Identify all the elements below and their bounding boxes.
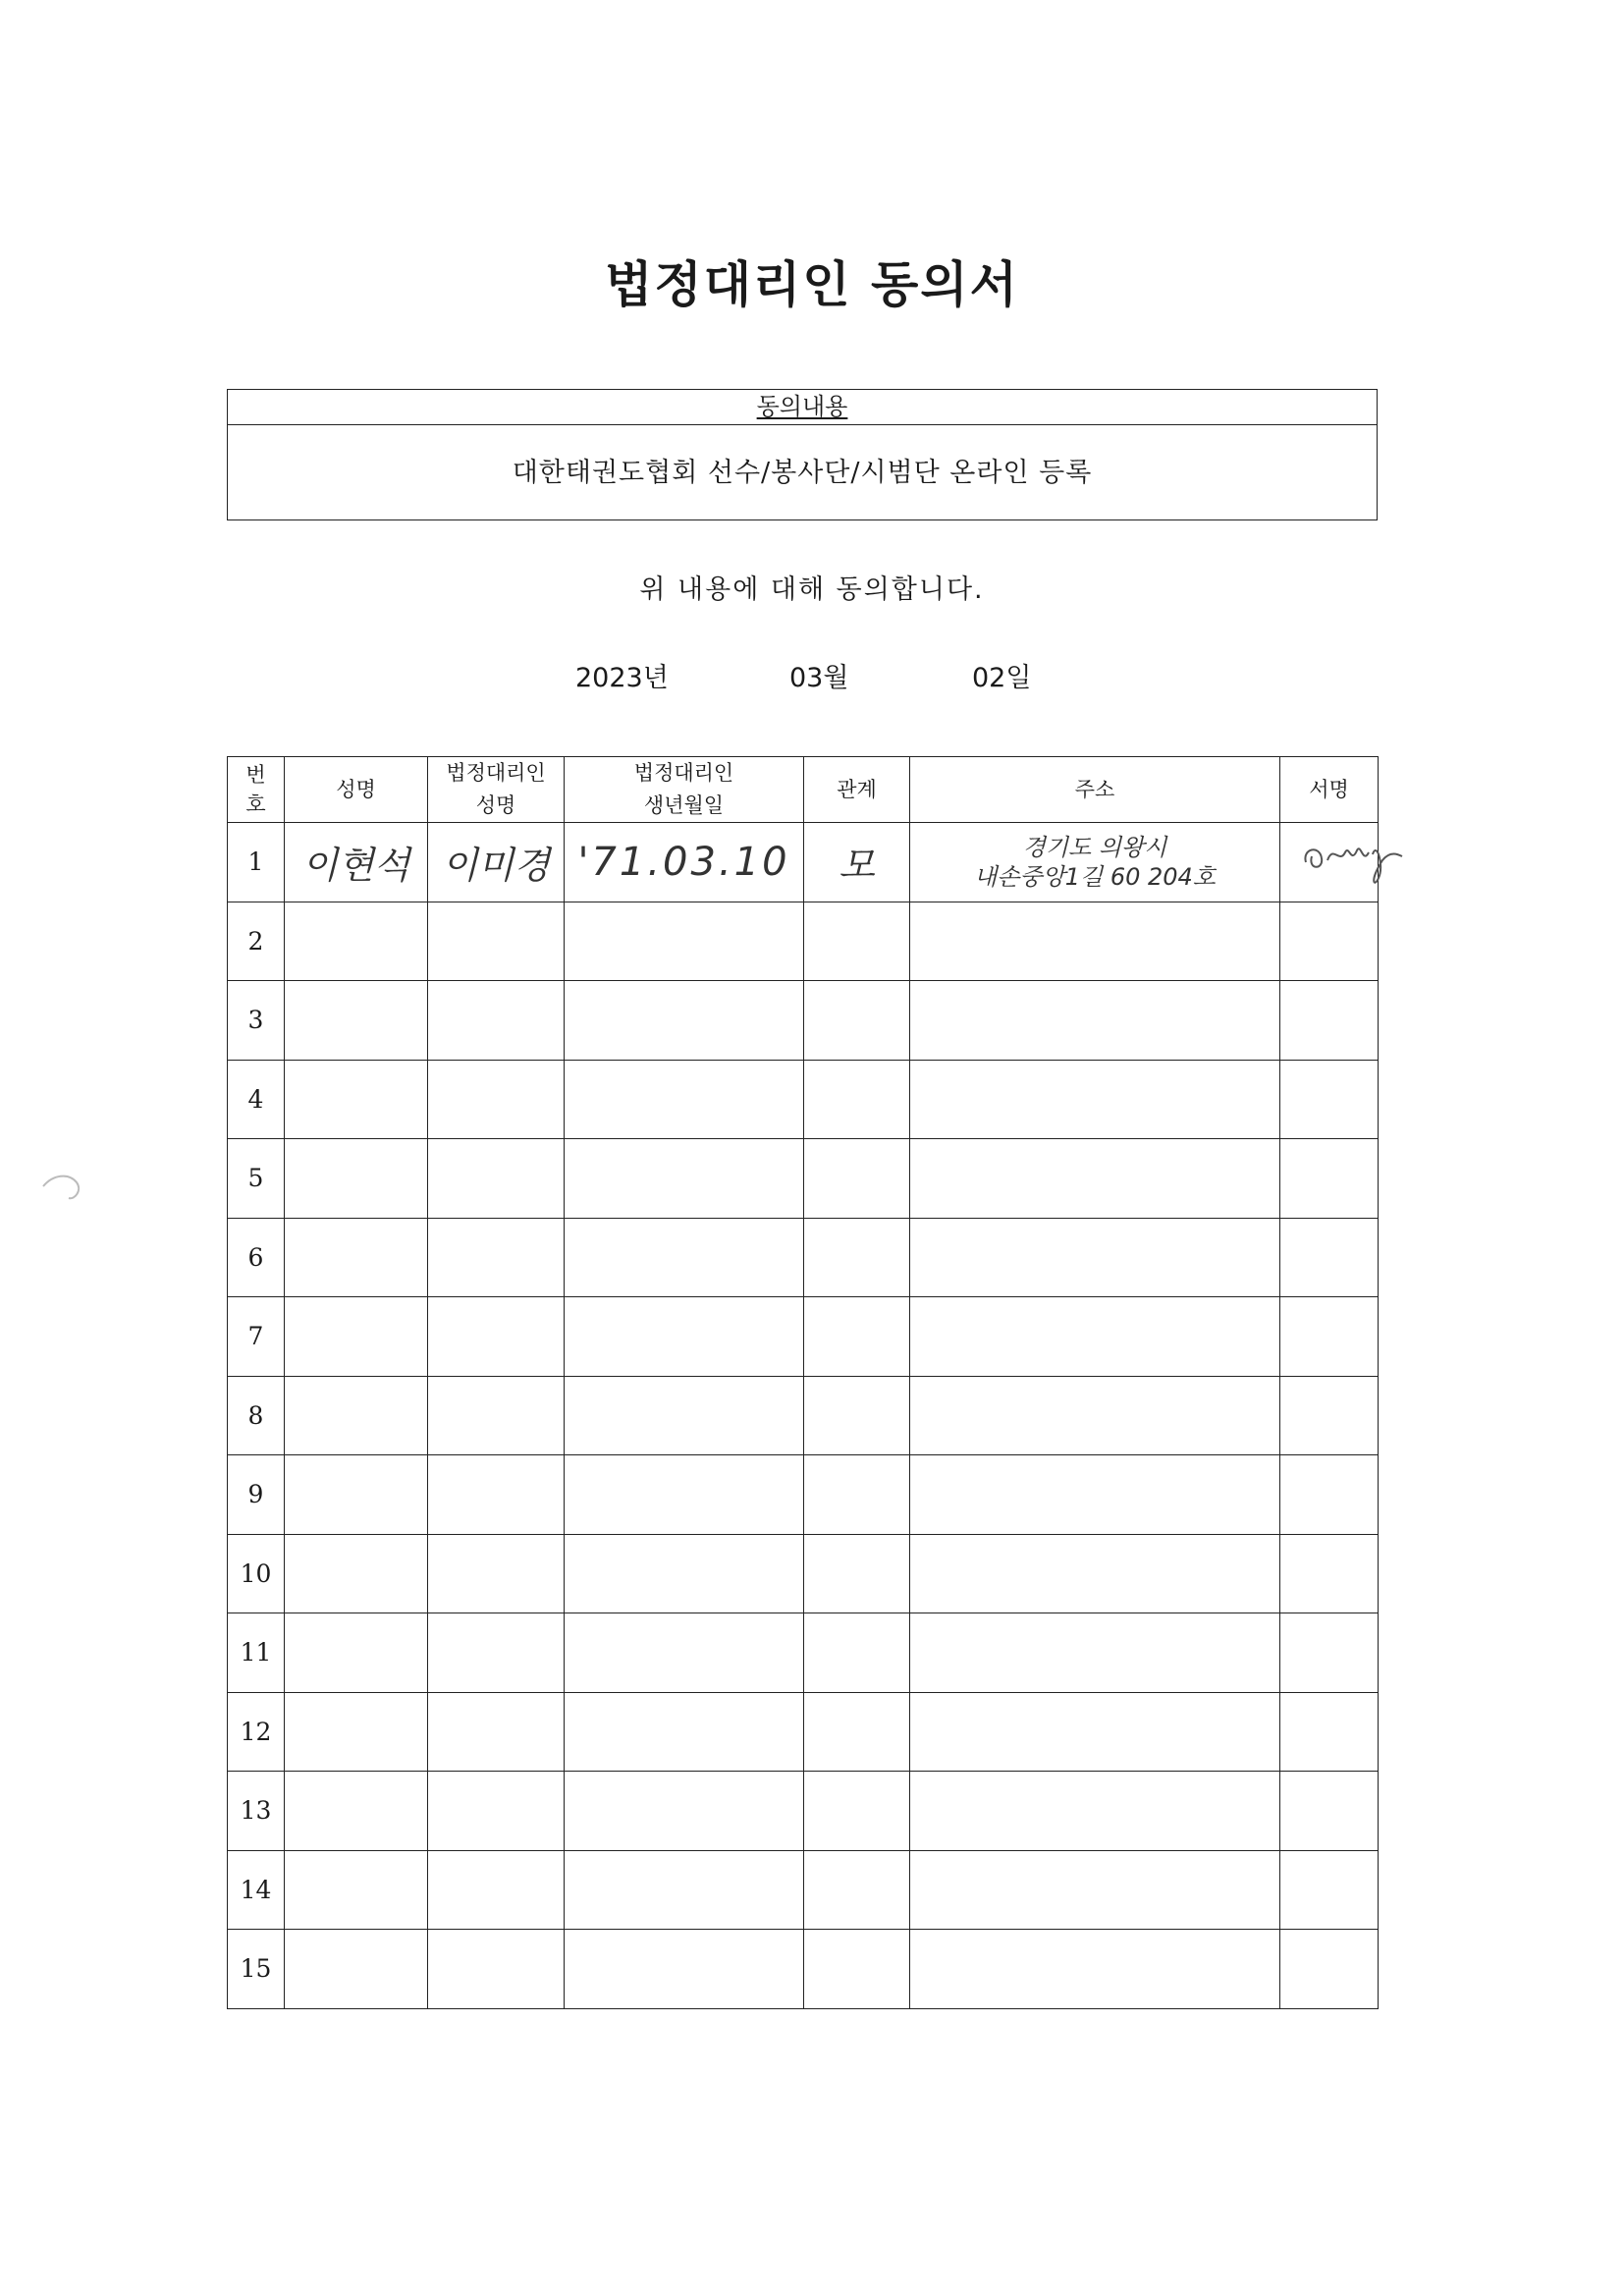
guardian-name-cell [428, 1534, 565, 1613]
header-guardian-birth: 법정대리인 생년월일 [565, 757, 804, 823]
signature-cell [1280, 1218, 1379, 1297]
guardian-name-cell [428, 1850, 565, 1930]
relation-cell [804, 1692, 910, 1772]
row-number-cell [228, 1772, 285, 1851]
relation-cell [804, 1534, 910, 1613]
relation: 모 [839, 844, 875, 888]
guardian-name-cell [428, 981, 565, 1061]
guardian-birthdate-cell [565, 981, 804, 1061]
agreement-statement: 위 내용에 대해 동의합니다. [639, 574, 985, 605]
guardian-name: 이미경 [441, 844, 551, 888]
row-number: 5 [247, 1164, 264, 1193]
relation-cell [804, 981, 910, 1061]
relation-cell [804, 1850, 910, 1930]
row-number: 15 [240, 1954, 272, 1984]
guardian-name-cell [428, 1613, 565, 1693]
relation-cell [804, 1060, 910, 1139]
student-name-cell [285, 1060, 428, 1139]
student-name-cell [285, 1850, 428, 1930]
signature-cell [1280, 1772, 1379, 1851]
student-name-cell [285, 1297, 428, 1377]
table-row [228, 1139, 1379, 1219]
guardian-birthdate-cell [565, 1930, 804, 2009]
table-header-row [228, 757, 1379, 823]
row-number: 13 [240, 1796, 272, 1826]
guardian-birthdate-cell [565, 1139, 804, 1219]
address-cell [910, 1218, 1280, 1297]
relation-cell [804, 1297, 910, 1377]
student-name-cell [285, 1534, 428, 1613]
guardian-name-cell [428, 1930, 565, 2009]
student-name-cell [285, 1930, 428, 2009]
signature-cell [1280, 1613, 1379, 1693]
header-address: 주소 [910, 757, 1280, 823]
student-name: 이현석 [301, 844, 410, 888]
row-number-cell [228, 981, 285, 1061]
guardian-name-cell [428, 1218, 565, 1297]
row-number: 12 [240, 1717, 272, 1746]
address-cell [910, 1692, 1280, 1772]
header-relation: 관계 [804, 757, 910, 823]
student-name-cell [285, 1218, 428, 1297]
row-number-cell [228, 823, 285, 902]
guardian-birthdate-cell [565, 1297, 804, 1377]
table-row [228, 1297, 1379, 1377]
row-number-cell [228, 902, 285, 981]
table-row [228, 902, 1379, 981]
header-number: 번 호 [228, 757, 285, 823]
guardian-name-cell [428, 1772, 565, 1851]
address-cell [910, 902, 1280, 981]
row-number-cell [228, 1692, 285, 1772]
student-name-cell [285, 823, 428, 902]
stray-pen-mark [39, 1169, 98, 1218]
row-number-cell [228, 1218, 285, 1297]
guardian-birthdate-cell [565, 1218, 804, 1297]
table-row [228, 1930, 1379, 2009]
address-cell [910, 1613, 1280, 1693]
table-row [228, 1218, 1379, 1297]
relation-cell [804, 1930, 910, 2009]
address-line-2: 내손중앙1길 60 204호 [974, 862, 1216, 891]
table-row [228, 1060, 1379, 1139]
row-number-cell [228, 1139, 285, 1219]
guardian-birthdate-cell [565, 823, 804, 902]
address-cell [910, 1297, 1280, 1377]
row-number-cell [228, 1613, 285, 1693]
table-row [228, 1534, 1379, 1613]
signature-cell [1280, 1850, 1379, 1930]
handwritten-signature [1300, 831, 1408, 900]
signature-cell [1280, 902, 1379, 981]
guardian-name-cell [428, 1060, 565, 1139]
student-name-cell [285, 1692, 428, 1772]
signature-cell [1280, 1139, 1379, 1219]
consent-header [228, 390, 1377, 425]
relation-cell [804, 1772, 910, 1851]
row-number: 3 [247, 1006, 264, 1035]
address-cell [910, 1930, 1280, 2009]
relation-cell [804, 1376, 910, 1455]
row-number-cell [228, 1455, 285, 1535]
signature-cell [1280, 1534, 1379, 1613]
signature-cell [1280, 1455, 1379, 1535]
guardian-name-cell [428, 1692, 565, 1772]
header-guardian-name: 법정대리인 성명 [428, 757, 565, 823]
relation-cell [804, 902, 910, 981]
address-cell [910, 1376, 1280, 1455]
row-number: 1 [247, 847, 264, 877]
row-number: 2 [247, 926, 264, 956]
row-number: 9 [247, 1480, 264, 1509]
guardian-birthdate-cell [565, 1060, 804, 1139]
row-number-cell [228, 1060, 285, 1139]
row-number: 7 [247, 1322, 264, 1351]
consent-content-box [227, 389, 1378, 520]
signature-cell [1280, 1692, 1379, 1772]
guardian-birthdate-cell [565, 1692, 804, 1772]
address-cell [910, 981, 1280, 1061]
signature-cell [1280, 823, 1379, 902]
row-number-cell [228, 1534, 285, 1613]
date-year: 2023년 [575, 663, 669, 693]
row-number-cell [228, 1297, 285, 1377]
row-number-cell [228, 1930, 285, 2009]
guardian-birthdate-cell [565, 1772, 804, 1851]
table-row [228, 981, 1379, 1061]
student-name-cell [285, 902, 428, 981]
student-name-cell [285, 1376, 428, 1455]
relation-cell [804, 1613, 910, 1693]
header-signature: 서명 [1280, 757, 1379, 823]
signature-cell [1280, 981, 1379, 1061]
relation-cell [804, 823, 910, 902]
guardian-name-cell [428, 1139, 565, 1219]
guardian-table [227, 756, 1379, 2009]
signature-cell [1280, 1376, 1379, 1455]
student-name-cell [285, 1772, 428, 1851]
student-name-cell [285, 1455, 428, 1535]
row-number-cell [228, 1850, 285, 1930]
date-month: 03월 [789, 663, 849, 693]
guardian-birthdate-cell [565, 1613, 804, 1693]
guardian-birthdate: '71.03.10 [577, 839, 790, 885]
signature-cell [1280, 1930, 1379, 2009]
relation-cell [804, 1139, 910, 1219]
table-row [228, 1692, 1379, 1772]
address-cell [910, 1139, 1280, 1219]
signature-cell [1280, 1297, 1379, 1377]
table-row [228, 1772, 1379, 1851]
table-row [228, 1455, 1379, 1535]
table-row [228, 1850, 1379, 1930]
row-number: 6 [247, 1242, 264, 1272]
guardian-name-cell [428, 1297, 565, 1377]
guardian-name-cell [428, 1455, 565, 1535]
relation-cell [804, 1218, 910, 1297]
guardian-birthdate-cell [565, 1534, 804, 1613]
guardian-name-cell [428, 1376, 565, 1455]
row-number-cell [228, 1376, 285, 1455]
address-cell [910, 1060, 1280, 1139]
address-cell [910, 1534, 1280, 1613]
row-number: 8 [247, 1400, 264, 1430]
row-number: 4 [247, 1084, 264, 1114]
row-number: 14 [240, 1875, 272, 1904]
document-title: 법정대리인 동의서 [605, 256, 1019, 313]
consent-body: 대한태권도협회 선수/봉사단/시범단 온라인 등록 [512, 458, 1093, 488]
guardian-birthdate-cell [565, 1850, 804, 1930]
table-row [228, 1613, 1379, 1693]
guardian-name-cell [428, 902, 565, 981]
row-number: 10 [240, 1558, 272, 1588]
address-cell [910, 1455, 1280, 1535]
date-day: 02일 [972, 663, 1032, 693]
guardian-name-cell [428, 823, 565, 902]
address-cell [910, 1772, 1280, 1851]
address-line-1: 경기도 의왕시 [1022, 833, 1167, 861]
student-name-cell [285, 981, 428, 1061]
student-name-cell [285, 1139, 428, 1219]
table-row [228, 823, 1379, 902]
student-name-cell [285, 1613, 428, 1693]
address-cell [910, 1850, 1280, 1930]
consent-header-label: 동의내용 [756, 393, 848, 420]
table-row [228, 1376, 1379, 1455]
relation-cell [804, 1455, 910, 1535]
address-cell [910, 823, 1280, 902]
row-number: 11 [240, 1638, 272, 1667]
header-name: 성명 [285, 757, 428, 823]
guardian-birthdate-cell [565, 1455, 804, 1535]
guardian-birthdate-cell [565, 1376, 804, 1455]
signature-cell [1280, 1060, 1379, 1139]
guardian-birthdate-cell [565, 902, 804, 981]
